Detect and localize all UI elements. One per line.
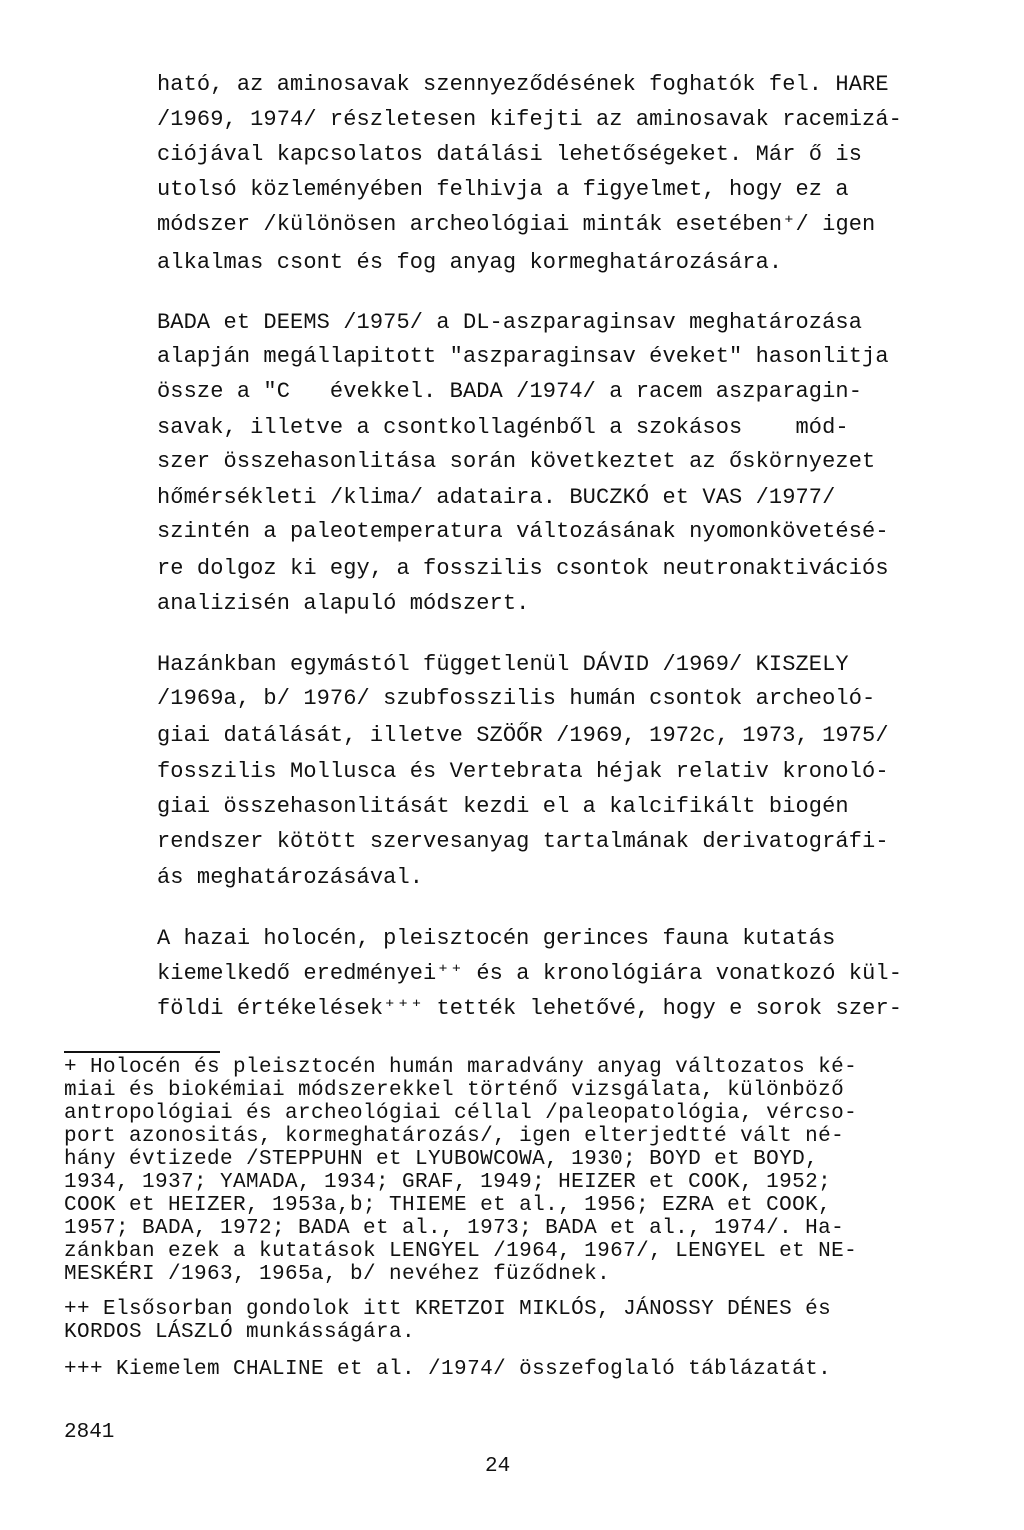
footnote-line: 1934, 1937; YAMADA, 1934; GRAF, 1949; HEIZER et COOK, 1952; [64,1171,832,1194]
body-text-line: /1969, 1974/ részletesen kifejti az aminosavak racemizá- [157,107,902,132]
margin-number: 2841 [64,1421,115,1444]
footnote-line: +++ Kiemelem CHALINE et al. /1974/ összefoglaló táblázatát. [64,1358,832,1381]
body-text-line: módszer /különösen archeológiai minták esetében⁺/ igen [157,212,876,237]
body-text-line: össze a "C évekkel. BADA /1974/ a racem aszparagin- [157,379,863,404]
body-text-line: ás meghatározásával. [157,865,424,890]
body-text-line: kiemelkedő eredményei⁺⁺ és a kronológiára vonatkozó kül- [157,961,903,986]
body-text-line: szintén a paleotemperatura változásának nyomonkövetésé- [157,519,889,544]
footnote-line: antropológiai és archeológiai céllal /paleopatológia, vércso- [64,1102,858,1125]
body-text-line: ciójával kapcsolatos datálási lehetőségeket. Már ő is [157,142,863,167]
body-text-line: szer összehasonlitása során következtet az őskörnyezet [157,449,876,474]
footnote-line: hány évtizede /STEPPUHN et LYUBOWCOWA, 1930; BOYD et BOYD, [64,1148,819,1171]
body-text-line: giai datálását, illetve SZÖŐR /1969, 1972c, 1973, 1975/ [157,723,889,748]
body-text-line: savak, illetve a csontkollagénből a szokásos mód- [157,415,849,440]
footnote-line: zánkban ezek a kutatások LENGYEL /1964, 1967/, LENGYEL et NE- [64,1240,858,1263]
body-text-line: BADA et DEEMS /1975/ a DL-aszparaginsav meghatározása [157,310,863,335]
body-text-line: hőmérsékleti /klima/ adataira. BUCZKÓ et VAS /1977/ [157,485,836,510]
footnote-separator [64,1051,220,1053]
footnote-line: KORDOS LÁSZLÓ munkásságára. [64,1321,416,1344]
footnote-line: port azonositás, kormeghatározás/, igen elterjedtté vált né- [64,1125,845,1148]
body-text-line: ható, az aminosavak szennyeződésének foghatók fel. HARE [157,72,889,97]
body-text-line: alapján megállapitott "aszparaginsav éveket" hasonlitja [157,344,889,369]
body-text-line: analizisén alapuló módszert. [157,591,530,616]
body-text-line: /1969a, b/ 1976/ szubfosszilis humán csontok archeoló- [157,686,876,711]
page-number: 24 [485,1455,511,1478]
body-text-line: giai összehasonlitását kezdi el a kalcifikált biogén [157,794,849,819]
footnote-line: 1957; BADA, 1972; BADA et al., 1973; BADA et al., 1974/. Ha- [64,1217,845,1240]
footnote-line: miai és biokémiai módszerekkel történő vizsgálata, különböző [64,1079,845,1102]
body-text-line: földi értékelések⁺⁺⁺ tették lehetővé, hogy e sorok szer- [157,996,903,1021]
body-text-line: rendszer kötött szervesanyag tartalmának derivatográfi- [157,829,889,854]
body-text-line: re dolgoz ki egy, a fosszilis csontok neutronaktivációs [157,556,889,581]
body-text-line: fosszilis Mollusca és Vertebrata héjak relativ kronoló- [157,759,889,784]
body-text-line: A hazai holocén, pleisztocén gerinces fauna kutatás [157,926,836,951]
body-text-line: utolsó közleményében felhivja a figyelmet, hogy ez a [157,177,849,202]
body-text-line: alkalmas csont és fog anyag kormeghatározására. [157,250,783,275]
footnote-line: COOK et HEIZER, 1953a,b; THIEME et al., 1956; EZRA et COOK, [64,1194,832,1217]
footnote-line: MESKÉRI /1963, 1965a, b/ nevéhez füződnek. [64,1263,611,1286]
footnote-line: ++ Elsősorban gondolok itt KRETZOI MIKLÓS, JÁNOSSY DÉNES és [64,1298,832,1321]
body-text-line: Hazánkban egymástól függetlenül DÁVID /1969/ KISZELY [157,652,849,677]
footnote-line: + Holocén és pleisztocén humán maradvány anyag változatos ké- [64,1056,858,1079]
